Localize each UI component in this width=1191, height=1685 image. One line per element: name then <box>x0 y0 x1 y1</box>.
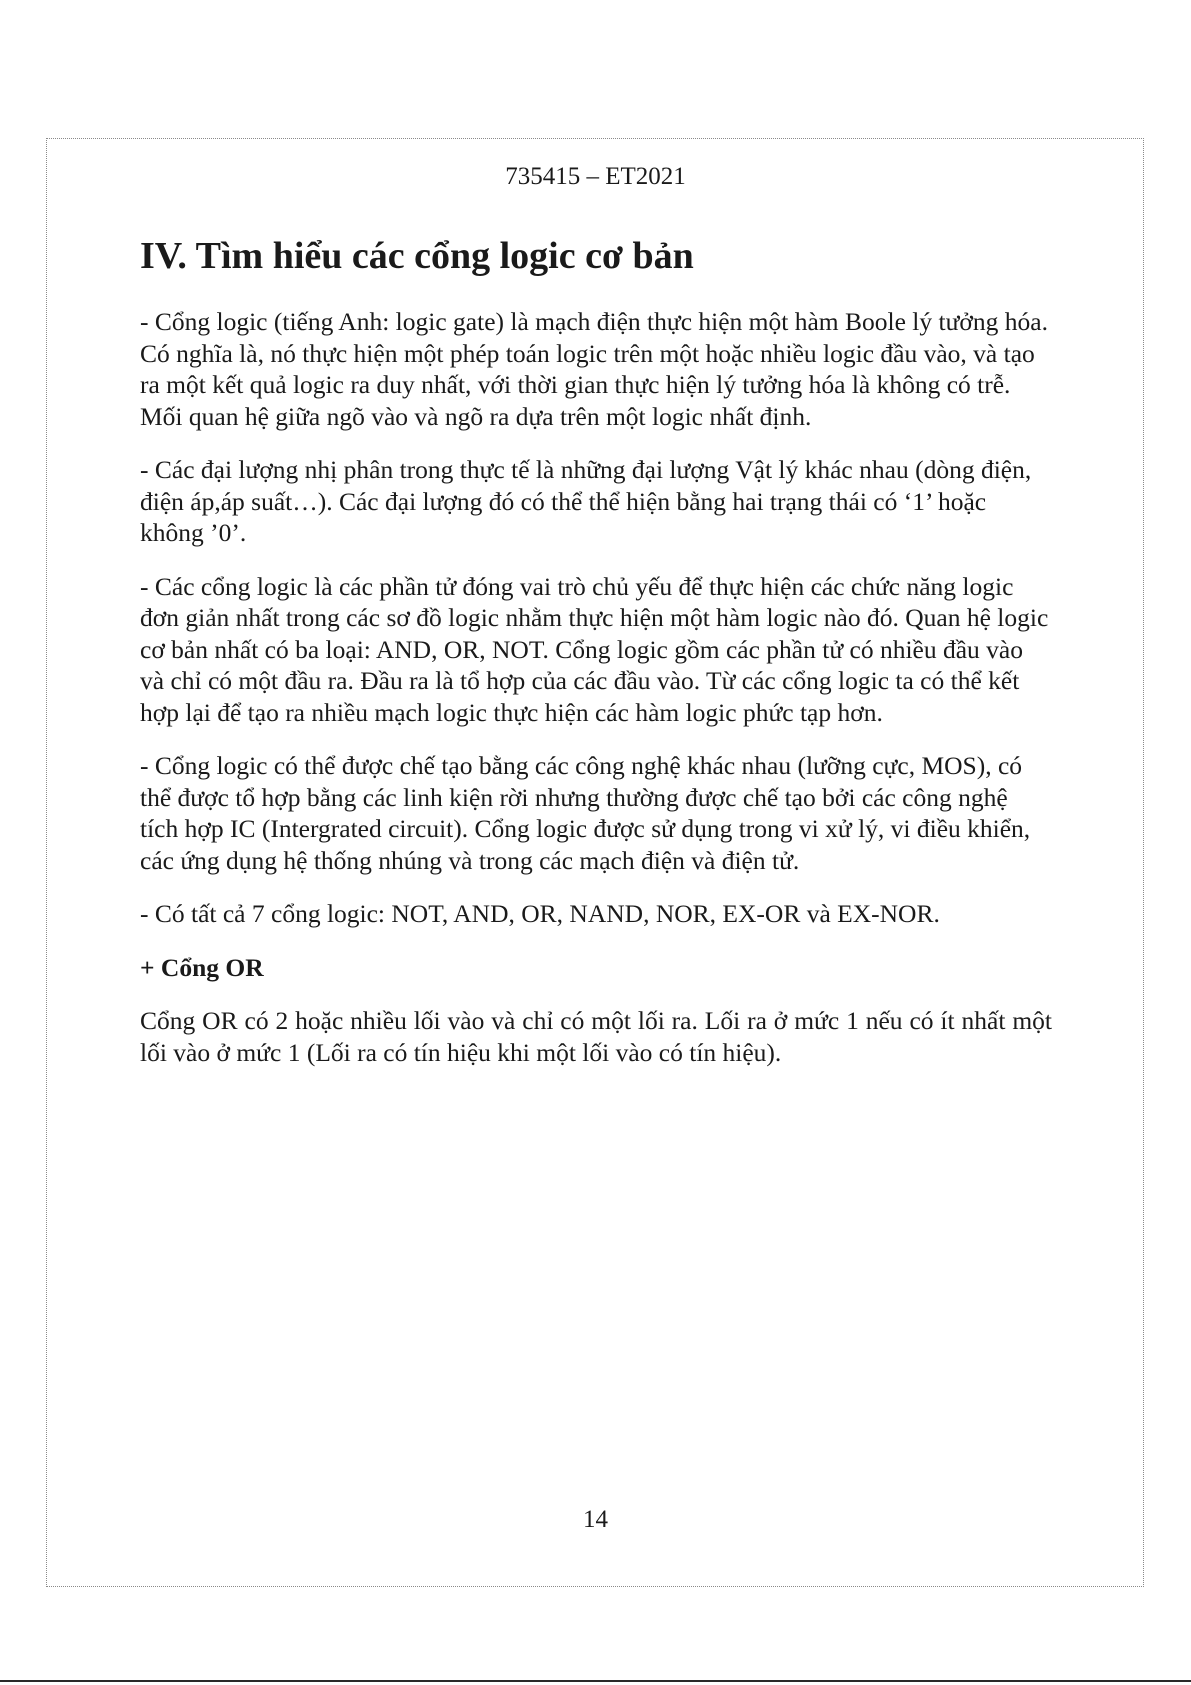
section-title: IV. Tìm hiểu các cổng logic cơ bản <box>140 235 694 277</box>
document-code-header: 735415 – ET2021 <box>505 163 686 190</box>
paragraph-or-gate-description: Cổng OR có 2 hoặc nhiều lối vào và chỉ có một lối ra. Lối ra ở mức 1 nếu có ít nhất một lối vào ở mức 1 (Lối ra có tín hiệu khi một lối vào có tín hiệu). <box>140 1006 1052 1067</box>
paragraph-logic-gate-definition: - Cổng logic (tiếng Anh: logic gate) là mạch điện thực hiện một hàm Boole lý tưởng hóa. Có nghĩa là, nó thực hiện một phép toán logic trên một hoặc nhiều logic đầu vào, và tạo ra một kết quả logic ra duy nhất, với thời gian thực hiện lý tưởng hóa là không có trễ. Mối quan hệ giữa ngõ vào và ngõ ra dựa trên một logic nhất định. <box>140 307 1048 431</box>
paragraph-seven-gates: - Có tất cả 7 cổng logic: NOT, AND, OR, NAND, NOR, EX-OR và EX-NOR. <box>140 899 940 928</box>
page-number: 14 <box>583 1506 608 1533</box>
paragraph-fabrication-technology: - Cổng logic có thể được chế tạo bằng các công nghệ khác nhau (lưỡng cực, MOS), có thể được tổ hợp bằng các linh kiện rời nhưng thường được chế tạo bởi các công nghệ tích hợp IC (Intergrated circuit). Cổng logic được sử dụng trong vi xử lý, vi điều khiển, các ứng dụng hệ thống nhúng và trong các mạch điện và điện tử. <box>140 751 1031 875</box>
paragraph-binary-quantities: - Các đại lượng nhị phân trong thực tế là những đại lượng Vật lý khác nhau (dòng điện, điện áp,áp suất…). Các đại lượng đó có thể thể hiện bằng hai trạng thái có ‘1’ hoặc không ’0’. <box>140 455 1032 547</box>
or-gate-heading: + Cổng OR <box>140 952 264 982</box>
page-content <box>140 232 1052 1090</box>
next-page-edge <box>0 1680 1191 1682</box>
paragraph-basic-logic-relations: - Các cổng logic là các phần tử đóng vai trò chủ yếu để thực hiện các chức năng logic đơn giản nhất trong các sơ đồ logic nhằm thực hiện một hàm logic nào đó. Quan hệ logic cơ bản nhất có ba loại: AND, OR, NOT. Cổng logic gồm các phần tử có nhiều đầu vào và chỉ có một đầu ra. Đầu ra là tổ hợp của các đầu vào. Từ các cổng logic ta có thể kết hợp lại để tạo ra nhiều mạch logic thực hiện các hàm logic phức tạp hơn. <box>140 571 1049 727</box>
